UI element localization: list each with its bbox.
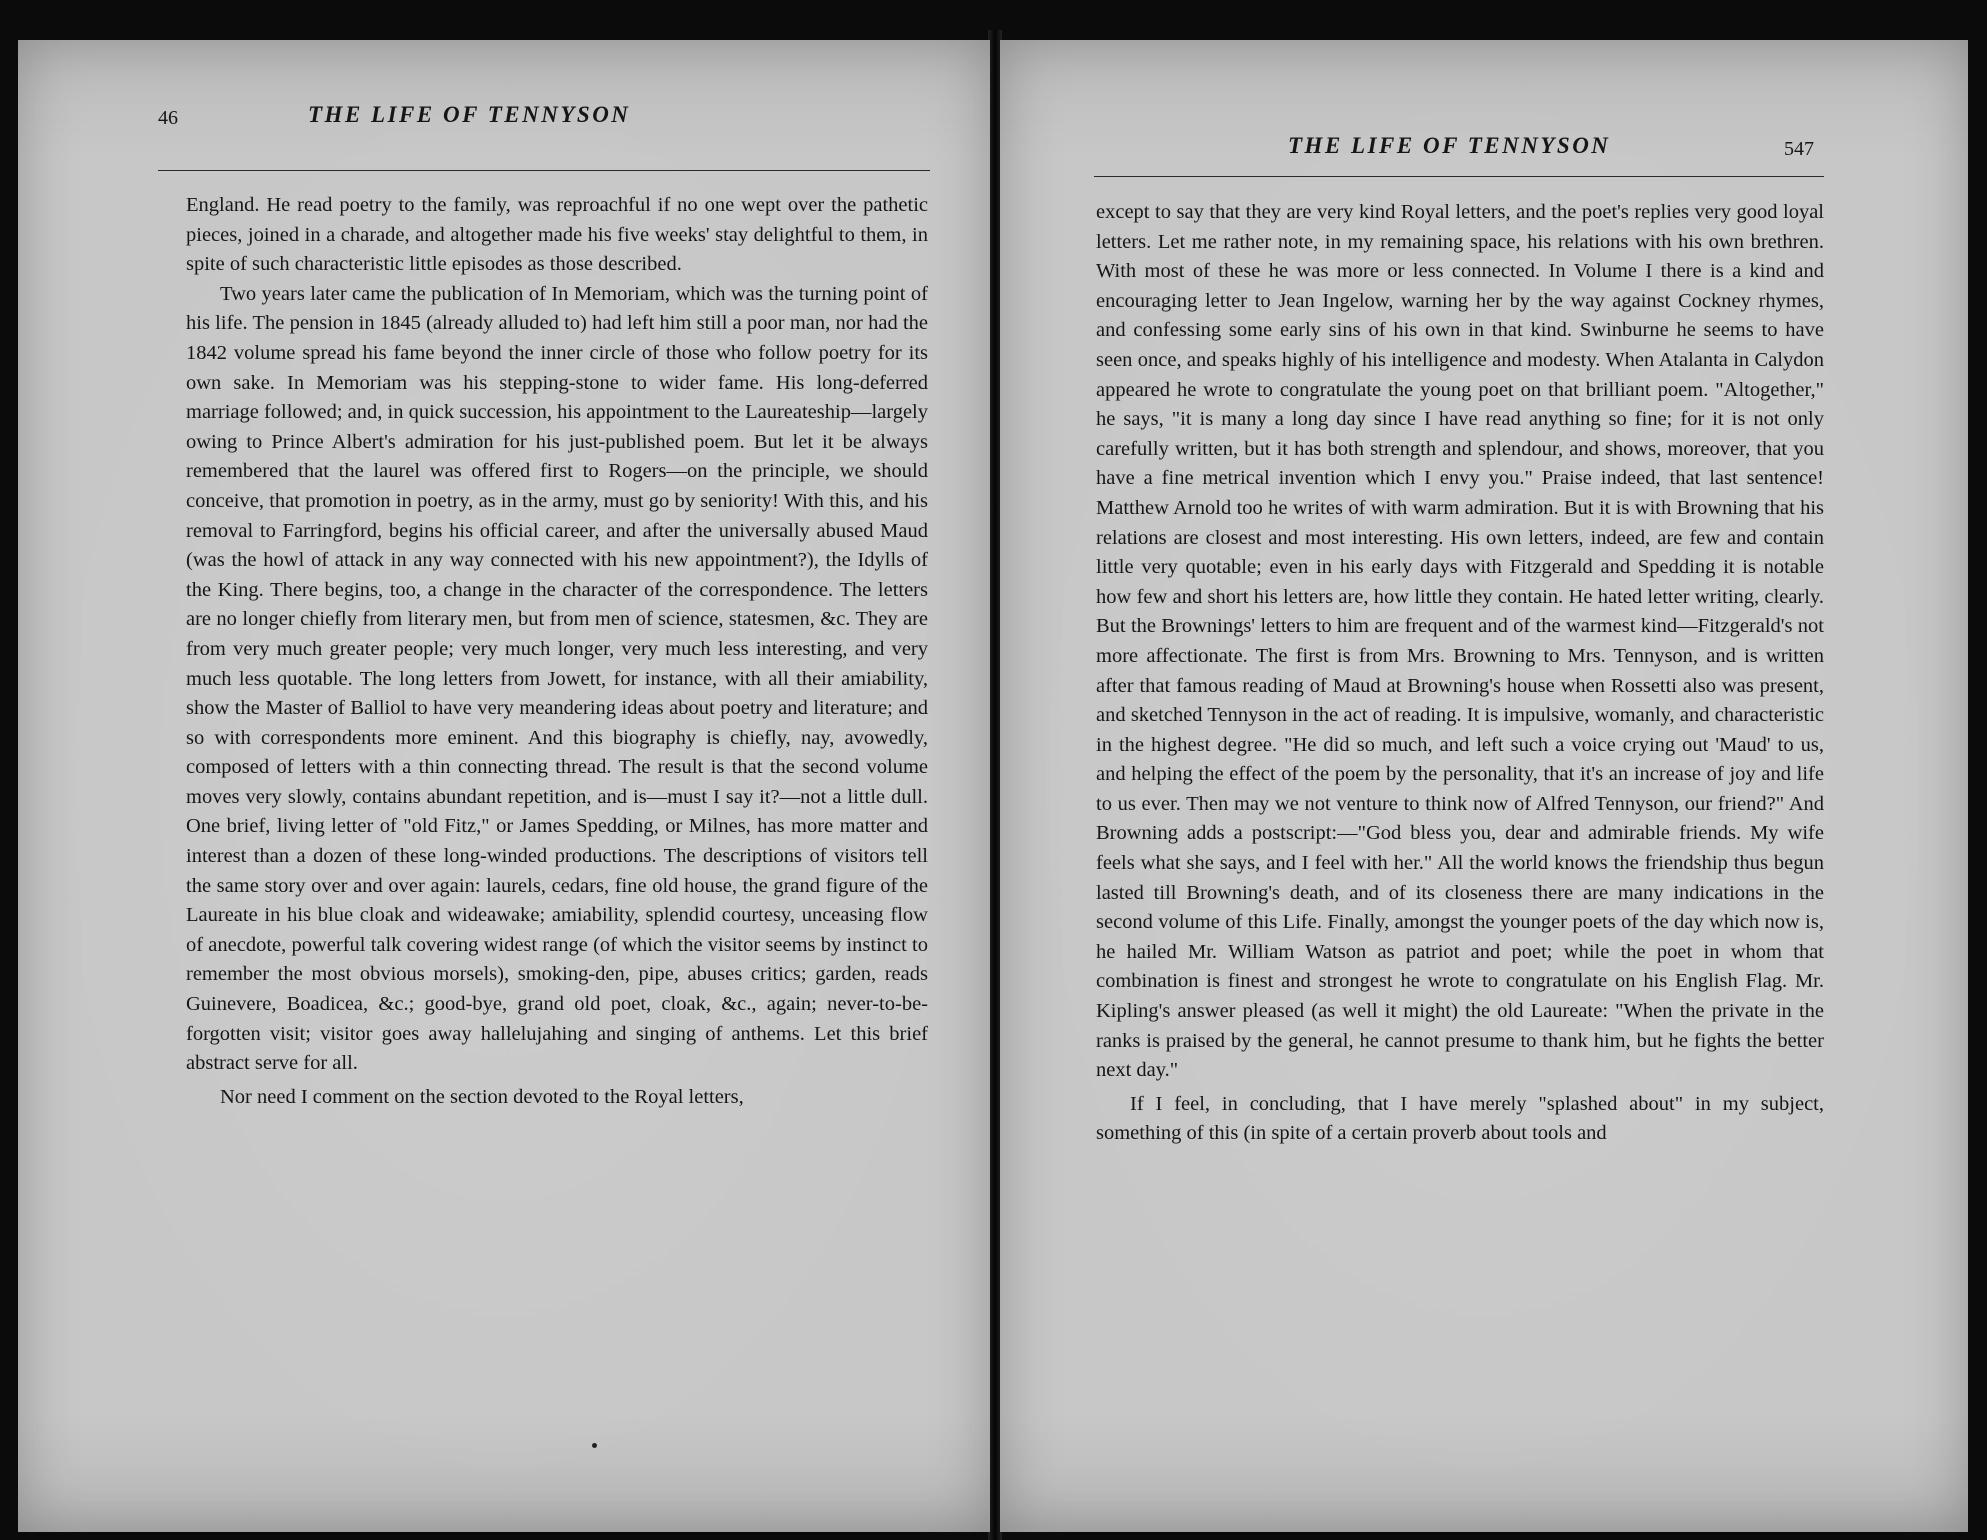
left-body-text xyxy=(186,191,928,1112)
left-paragraph-2: Two years later came the publication of In Memoriam, which was the turning point of his life. The pension in 1845 (already alluded to) had left him still a poor man, nor had the 1842 volume spread his fame beyond the inner circle of those who follow poetry for its own sake. In Memoriam was his stepping-stone to wider fame. His long-deferred marriage followed; and, in quick succession, his appointment to the Laureateship—largely owing to Prince Albert's admiration for his just-published poem. But let it be always remembered that the laurel was offered first to Rogers—on the principle, we should conceive, that promotion in poetry, as in the army, must go by seniority! With this, and his removal to Farringford, begins his official career, and after the universally abused Maud (was the howl of attack in any way connected with his new appointment?), the Idylls of the King. There begins, too, a change in the character of the correspondence. The letters are no longer chiefly from literary men, but from men of science, statesmen, &c. They are from very much greater people; very much longer, very much less interesting, and very much less quotable. The long letters from Jowett, for instance, with all their amiability, show the Master of Balliol to have very meandering ideas about poetry and literature; and so with correspondents more eminent. And this biography is chiefly, nay, avowedly, composed of letters with a thin connecting thread. The result is that the second volume moves very slowly, contains abundant repetition, and is—must I say it?—not a little dull. One brief, living letter of "old Fitz," or James Spedding, or Milnes, has more matter and interest than a dozen of these long-winded productions. The descriptions of visitors tell the same story over and over again: laurels, cedars, fine old house, the grand figure of the Laureate in his blue cloak and wideawake; amiability, splendid courtesy, unceasing flow of anecdote, powerful talk covering widest range (of which the visitor seems by instinct to remember the most obvious morsels), smoking-den, pipe, abuses critics; garden, reads Guinevere, Boadicea, &c.; good-bye, grand old poet, cloak, &c., again; never-to-be-forgotten visit; visitor goes away hallelujahing and singing of anthems. Let this brief abstract serve for all. xyxy=(186,282,928,1075)
left-paragraph-1: England. He read poetry to the family, was reproachful if no one wept over the pathetic pieces, joined in a charade, and altogether made his five weeks' stay delightful to them, in spite of such characteristic little episodes as those described. xyxy=(186,194,928,276)
left-page-number: 46 xyxy=(158,107,178,129)
right-header-rule xyxy=(1094,176,1824,177)
right-paragraph-2: If I feel, in concluding, that I have merely "splashed about" in my subject, something of this (in spite of a certain proverb about tools and xyxy=(1096,1092,1824,1145)
right-running-head: THE LIFE OF TENNYSON xyxy=(1288,133,1611,158)
left-header-rule xyxy=(158,170,930,171)
right-body-text xyxy=(1096,198,1824,1149)
left-page xyxy=(18,40,990,1532)
right-page xyxy=(1000,40,1968,1532)
right-paragraph-1: except to say that they are very kind Royal letters, and the poet's replies very good loyal letters. Let me rather note, in my remaining space, his relations with his own brethren. With most of these he was more or less connected. In Volume I there is a kind and encouraging letter to Jean Ingelow, warning her by the way against Cockney rhymes, and confessing some early sins of his own in that kind. Swinburne he seems to have seen once, and speaks highly of his intelligence and modesty. When Atalanta in Calydon appeared he wrote to congratulate the young poet on that brilliant poem. "Altogether," he says, "it is many a long day since I have read anything so fine; for it is not only carefully written, but it has both strength and splendour, and shows, moreover, that you have a fine metrical invention which I envy you." Praise indeed, that last sentence! Matthew Arnold too he writes of with warm admiration. But it is with Browning that his relations are closest and most interesting. His own letters, indeed, are few and contain little very quotable; even in his early days with Fitzgerald and Spedding it is notable how few and short his letters are, how little they contain. He hated letter writing, clearly. But the Brownings' letters to him are frequent and of the warmest kind—Fitzgerald's not more affectionate. The first is from Mrs. Browning to Mrs. Tennyson, and is written after that famous reading of Maud at Browning's house when Rossetti also was present, and sketched Tennyson in the act of reading. It is impulsive, womanly, and characteristic in the highest degree. "He did so much, and left such a voice crying out 'Maud' to us, and helping the effect of the poem by the personality, that it's an increase of joy and life to us ever. Then may we not venture to think now of Alfred Tennyson, our friend?" And Browning adds a postscript:—"God bless you, dear and admirable friends. My wife feels what she says, and I feel with her." All the world knows the friendship thus begun lasted till Browning's death, and of its closeness there are many indications in the second volume of this Life. Finally, amongst the younger poets of the day which now is, he hailed Mr. William Watson as patriot and poet; while the poet in whom that combination is finest and strongest he wrote to congratulate on his English Flag. Mr. Kipling's answer pleased (as well it might) the old Laureate: "When the private in the ranks is praised by the general, he cannot presume to thank him, but he fights the better next day." xyxy=(1096,201,1824,1082)
right-page-number: 547 xyxy=(1784,138,1814,160)
ink-speck xyxy=(592,1443,597,1448)
left-running-head: THE LIFE OF TENNYSON xyxy=(308,102,631,127)
left-paragraph-3: Nor need I comment on the section devoted to the Royal letters, xyxy=(220,1085,744,1108)
